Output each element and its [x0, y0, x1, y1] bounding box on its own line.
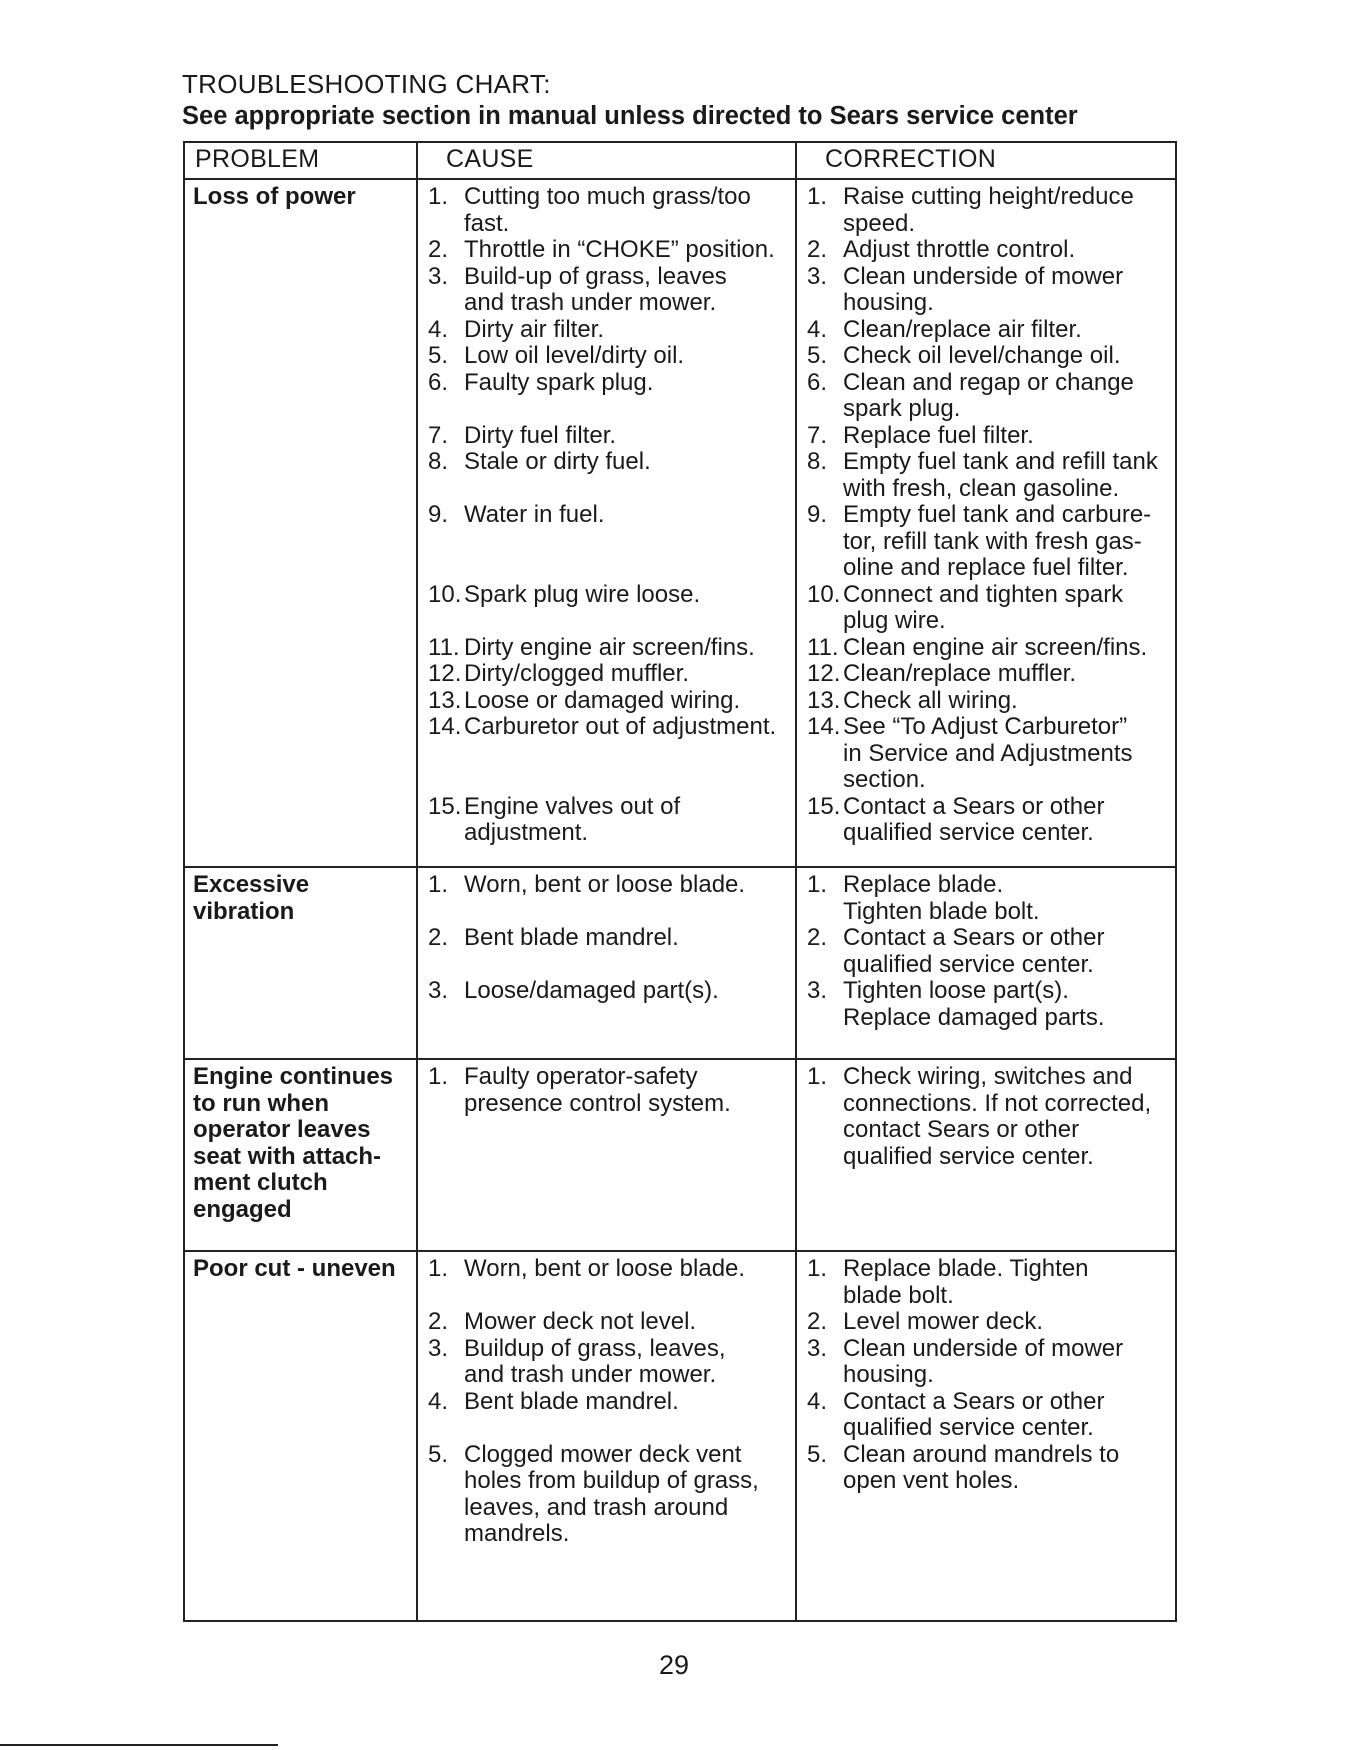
- item-number: 1.: [807, 871, 828, 898]
- item-text: Replace blade. Tighten blade bolt.: [843, 1255, 1089, 1309]
- item-number: 3.: [428, 262, 449, 290]
- item-number: 6.: [428, 368, 449, 396]
- item-number: 5.: [428, 342, 449, 369]
- cause-item: [428, 1309, 791, 1336]
- item-number: 12.: [807, 660, 841, 687]
- column-header-cause: CAUSE: [417, 142, 796, 179]
- item-text: Contact a Sears or other qualified service center.: [843, 1387, 1105, 1441]
- correction-item: [807, 423, 1171, 450]
- cause-item: [428, 794, 791, 847]
- item-text: Worn, bent or loose blade.: [464, 871, 746, 898]
- column-header-problem: PROBLEM: [184, 142, 417, 179]
- spacer: [428, 396, 791, 423]
- item-text: Build-up of grass, leaves and trash under mower.: [464, 262, 727, 316]
- correction-item: [807, 502, 1171, 582]
- correction-item: [807, 978, 1171, 1031]
- item-text: Dirty air filter.: [464, 315, 605, 343]
- item-text: Faulty spark plug.: [464, 368, 654, 396]
- correction-item: [807, 661, 1171, 688]
- cause-cell: [417, 1251, 796, 1621]
- cause-item: [428, 872, 791, 899]
- cause-item: [428, 317, 791, 344]
- correction-item: [807, 714, 1171, 794]
- item-text: Water in fuel.: [464, 501, 605, 528]
- item-text: Check wiring, switches and connections. If not corrected, contact Sears or other qualified service center.: [843, 1063, 1152, 1170]
- correction-item: [807, 582, 1171, 635]
- cause-item: [428, 582, 791, 609]
- item-text: Cutting too much grass/too fast.: [464, 183, 751, 237]
- item-number: 2.: [807, 924, 828, 951]
- item-text: Clogged mower deck vent holes from buildup of grass, leaves, and trash around mandrels.: [464, 1440, 759, 1547]
- item-number: 5.: [807, 1440, 828, 1468]
- item-text: Contact a Sears or other qualified service center.: [843, 924, 1105, 978]
- table-row: [184, 867, 1176, 1059]
- item-number: 3.: [807, 977, 828, 1004]
- spacer: [428, 741, 791, 768]
- cause-item: [428, 343, 791, 370]
- item-text: Throttle in “CHOKE” position.: [464, 236, 775, 263]
- item-number: 2.: [807, 1308, 828, 1335]
- item-number: 15.: [807, 792, 841, 820]
- cause-item: [428, 635, 791, 662]
- item-number: 11.: [428, 633, 460, 661]
- spacer: [428, 767, 791, 794]
- cause-item: [428, 1256, 791, 1283]
- item-number: 3.: [428, 977, 449, 1004]
- item-text: Low oil level/dirty oil.: [464, 342, 685, 369]
- item-number: 8.: [428, 448, 449, 475]
- item-text: Clean underside of mower housing.: [843, 262, 1124, 316]
- item-number: 14.: [428, 713, 462, 740]
- item-text: See “To Adjust Carburetor” in Service and Adjustments section.: [843, 713, 1133, 793]
- item-text: Raise cutting height/reduce speed.: [843, 183, 1134, 237]
- correction-cell: [796, 867, 1176, 1059]
- correction-item: [807, 688, 1171, 715]
- item-number: 2.: [428, 924, 449, 951]
- correction-item: [807, 1389, 1171, 1442]
- cause-item: [428, 925, 791, 952]
- correction-item: [807, 1064, 1171, 1170]
- item-text: Contact a Sears or other qualified service center.: [843, 792, 1105, 846]
- item-number: 1.: [807, 1063, 828, 1090]
- correction-item: [807, 449, 1171, 502]
- item-text: Replace blade. Tighten blade bolt.: [843, 871, 1040, 925]
- item-number: 2.: [428, 236, 449, 263]
- correction-item: [807, 794, 1171, 847]
- item-text: Empty fuel tank and carbure- tor, refill tank with fresh gas- oline and replace fuel filter.: [843, 501, 1152, 581]
- item-text: Loose/damaged part(s).: [464, 977, 719, 1004]
- item-text: Dirty engine air screen/fins.: [464, 633, 755, 661]
- item-text: Clean underside of mower housing.: [843, 1334, 1124, 1388]
- item-text: Engine valves out of adjustment.: [464, 792, 681, 846]
- cause-cell: [417, 1059, 796, 1251]
- correction-item: [807, 1442, 1171, 1495]
- correction-cell: [796, 1059, 1176, 1251]
- item-number: 13.: [428, 686, 462, 714]
- item-text: Tighten loose part(s). Replace damaged parts.: [843, 977, 1105, 1031]
- item-number: 4.: [428, 315, 449, 343]
- item-number: 3.: [807, 262, 828, 290]
- item-text: Dirty/clogged muffler.: [464, 660, 689, 687]
- item-text: Clean engine air screen/fins.: [843, 633, 1148, 661]
- item-number: 2.: [428, 1308, 449, 1335]
- item-number: 1.: [428, 1255, 449, 1282]
- correction-item: [807, 237, 1171, 264]
- cause-item: [428, 423, 791, 450]
- cause-item: [428, 978, 791, 1005]
- item-number: 5.: [807, 342, 828, 369]
- item-text: Clean/replace muffler.: [843, 660, 1077, 687]
- item-number: 5.: [428, 1440, 449, 1468]
- correction-item: [807, 925, 1171, 978]
- item-text: Clean and regap or change spark plug.: [843, 368, 1134, 422]
- problem-cell: Excessive vibration: [184, 867, 417, 1059]
- problem-cell: Loss of power: [184, 179, 417, 867]
- item-number: 12.: [428, 660, 462, 687]
- cause-item: [428, 661, 791, 688]
- cause-item: [428, 237, 791, 264]
- item-text: Faulty operator-safety presence control system.: [464, 1063, 731, 1117]
- item-number: 11.: [807, 633, 839, 661]
- item-text: Bent blade mandrel.: [464, 1387, 679, 1415]
- item-number: 7.: [807, 421, 828, 449]
- item-text: Empty fuel tank and refill tank with fresh, clean gasoline.: [843, 448, 1158, 502]
- cause-item: [428, 1389, 791, 1416]
- spacer: [428, 608, 791, 635]
- cause-cell: [417, 179, 796, 867]
- correction-item: [807, 872, 1171, 925]
- item-text: Bent blade mandrel.: [464, 924, 679, 951]
- correction-item: [807, 343, 1171, 370]
- chart-subtitle: See appropriate section in manual unless directed to Sears service center: [182, 102, 1078, 130]
- cause-item: [428, 1064, 791, 1117]
- item-text: Stale or dirty fuel.: [464, 448, 651, 475]
- correction-item: [807, 1309, 1171, 1336]
- item-number: 3.: [428, 1334, 449, 1362]
- item-text: Connect and tighten spark plug wire.: [843, 580, 1124, 634]
- item-text: Carburetor out of adjustment.: [464, 713, 777, 740]
- cause-item: [428, 264, 791, 317]
- item-text: Buildup of grass, leaves, and trash under mower.: [464, 1334, 726, 1388]
- item-number: 4.: [807, 1387, 828, 1415]
- item-number: 1.: [807, 183, 828, 210]
- cause-item: [428, 1336, 791, 1389]
- cause-cell: [417, 867, 796, 1059]
- item-number: 3.: [807, 1334, 828, 1362]
- item-text: Adjust throttle control.: [843, 236, 1076, 263]
- page-number: 29: [658, 1650, 690, 1680]
- correction-item: [807, 1336, 1171, 1389]
- item-text: Loose or damaged wiring.: [464, 686, 741, 714]
- item-number: 1.: [428, 1063, 449, 1090]
- cause-item: [428, 502, 791, 529]
- chart-title: TROUBLESHOOTING CHART:: [182, 69, 551, 99]
- correction-cell: [796, 179, 1176, 867]
- item-number: 6.: [807, 368, 828, 396]
- item-text: Clean around mandrels to open vent holes.: [843, 1440, 1120, 1494]
- item-number: 7.: [428, 421, 449, 449]
- correction-item: [807, 317, 1171, 344]
- cause-item: [428, 370, 791, 397]
- item-text: Check oil level/change oil.: [843, 342, 1121, 369]
- spacer: [428, 1283, 791, 1310]
- item-text: Worn, bent or loose blade.: [464, 1255, 746, 1282]
- correction-item: [807, 370, 1171, 423]
- item-number: 10.: [807, 580, 841, 608]
- item-number: 4.: [807, 315, 828, 343]
- table-header-row: [184, 142, 1176, 179]
- column-header-correction: CORRECTION: [796, 142, 1176, 179]
- item-number: 4.: [428, 1387, 449, 1415]
- spacer: [428, 529, 791, 556]
- footer-rule: [0, 1744, 278, 1746]
- cause-item: [428, 449, 791, 476]
- correction-item: [807, 1256, 1171, 1309]
- item-number: 13.: [807, 686, 841, 714]
- item-text: Replace fuel filter.: [843, 421, 1034, 449]
- item-text: Spark plug wire loose.: [464, 580, 701, 608]
- spacer: [428, 555, 791, 582]
- spacer: [428, 952, 791, 979]
- item-number: 9.: [807, 501, 828, 528]
- item-number: 2.: [807, 236, 828, 263]
- correction-item: [807, 264, 1171, 317]
- chart-heading: [182, 68, 1182, 132]
- item-text: Check all wiring.: [843, 686, 1018, 714]
- item-number: 1.: [428, 871, 449, 898]
- item-number: 15.: [428, 792, 462, 820]
- correction-item: [807, 184, 1171, 237]
- cause-item: [428, 184, 791, 237]
- cause-item: [428, 688, 791, 715]
- table-row: [184, 1251, 1176, 1621]
- item-text: Level mower deck.: [843, 1308, 1044, 1335]
- spacer: [428, 476, 791, 503]
- problem-cell: Engine continues to run when operator leaves seat with attach- ment clutch engaged: [184, 1059, 417, 1251]
- item-number: 8.: [807, 448, 828, 475]
- table-row: [184, 179, 1176, 867]
- correction-item: [807, 635, 1171, 662]
- item-number: 9.: [428, 501, 449, 528]
- correction-cell: [796, 1251, 1176, 1621]
- cause-item: [428, 1442, 791, 1548]
- spacer: [428, 899, 791, 926]
- spacer: [428, 1415, 791, 1442]
- item-text: Mower deck not level.: [464, 1308, 697, 1335]
- table-row: [184, 1059, 1176, 1251]
- item-number: 14.: [807, 713, 841, 740]
- troubleshooting-table: [183, 141, 1177, 1622]
- problem-cell: Poor cut - uneven: [184, 1251, 417, 1621]
- item-text: Clean/replace air filter.: [843, 315, 1082, 343]
- item-text: Dirty fuel filter.: [464, 421, 617, 449]
- item-number: 1.: [428, 183, 449, 210]
- item-number: 1.: [807, 1255, 828, 1282]
- item-number: 10.: [428, 580, 462, 608]
- cause-item: [428, 714, 791, 741]
